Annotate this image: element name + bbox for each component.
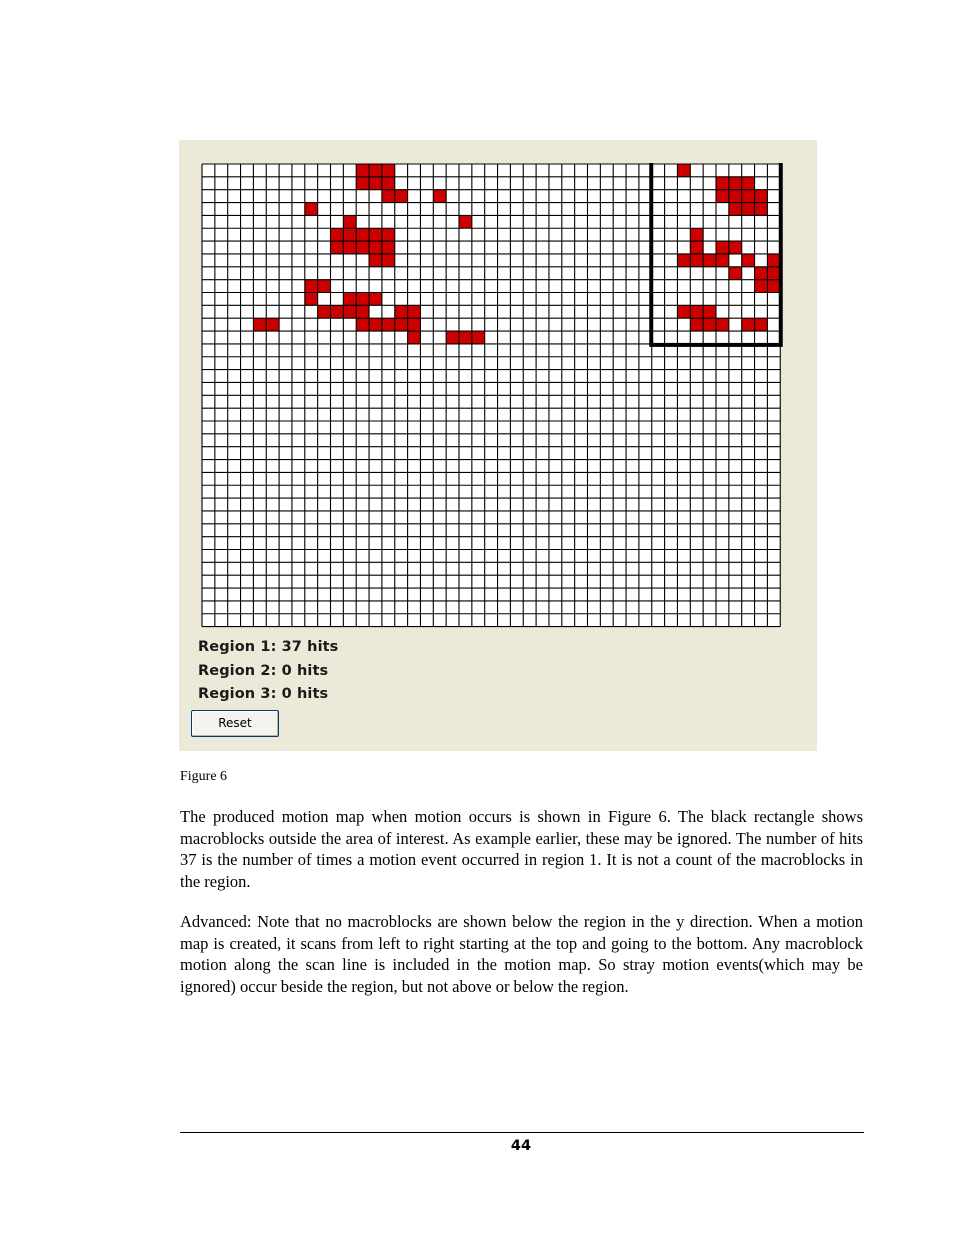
motion-cell [742, 254, 755, 267]
motion-cell [716, 177, 729, 190]
reset-button[interactable]: Reset [191, 710, 279, 737]
motion-cell [382, 177, 395, 190]
motion-cell [690, 241, 703, 254]
motion-cell [755, 203, 768, 216]
motion-cell [395, 318, 408, 331]
motion-cell [369, 318, 382, 331]
motion-cell [690, 228, 703, 241]
motion-cell [382, 241, 395, 254]
body-paragraph-1: The produced motion map when motion occurs is shown in Figure 6. The black rectangle shows macroblocks outside the area of interest. As example earlier, these may be ignored. The number of hits 37 is the number of times a motion event occurred in region 1. It is not a count of the macroblocks in the region. [180, 807, 863, 892]
motion-cell [369, 293, 382, 306]
motion-cell [395, 305, 408, 318]
motion-cell [716, 190, 729, 203]
motion-cell [266, 318, 279, 331]
motion-cell [742, 177, 755, 190]
motion-cell [408, 318, 421, 331]
motion-cell [459, 215, 472, 228]
motion-cell [331, 305, 344, 318]
motion-cell [369, 254, 382, 267]
motion-cell [305, 203, 318, 216]
motion-cell [472, 331, 485, 344]
motion-cell [382, 318, 395, 331]
motion-cell [369, 164, 382, 177]
motion-cell [343, 241, 356, 254]
motion-cell [690, 254, 703, 267]
motion-cell [755, 318, 768, 331]
motion-cell [755, 280, 768, 293]
motion-cell [343, 305, 356, 318]
motion-cell [305, 280, 318, 293]
motion-cell [356, 305, 369, 318]
motion-cell [716, 241, 729, 254]
motion-cell [767, 267, 780, 280]
motion-cell [369, 177, 382, 190]
motion-cell [677, 305, 690, 318]
motion-cell [703, 254, 716, 267]
motion-cell [343, 215, 356, 228]
motion-cell [729, 177, 742, 190]
motion-cell [690, 305, 703, 318]
motion-cell [382, 164, 395, 177]
motion-cell [382, 190, 395, 203]
motion-cell [755, 267, 768, 280]
motion-cell [318, 280, 331, 293]
motion-cell [369, 228, 382, 241]
motion-cell [729, 241, 742, 254]
motion-cell [253, 318, 266, 331]
region-3-hits-label: Region 3: 0 hits [198, 686, 329, 702]
motion-cell [703, 318, 716, 331]
motion-cell [433, 190, 446, 203]
motion-cell [677, 254, 690, 267]
motion-cell [716, 318, 729, 331]
motion-cell [343, 293, 356, 306]
body-paragraph-2: Advanced: Note that no macroblocks are shown below the region in the y direction. When a motion map is created, it scans from left to right starting at the top and going to the bottom. Any macroblock motion along the scan line is included in the motion map. So stray motion events(which may be ignored) occur beside the region, but not above or below the region. [180, 912, 863, 997]
motion-cell [382, 254, 395, 267]
region-2-hits-label: Region 2: 0 hits [198, 663, 329, 679]
motion-cell [767, 254, 780, 267]
motion-cell [318, 305, 331, 318]
motion-cell [408, 331, 421, 344]
motion-cell [716, 254, 729, 267]
motion-cell [408, 305, 421, 318]
motion-cell [703, 305, 716, 318]
motion-cell [356, 241, 369, 254]
motion-cell [356, 318, 369, 331]
motion-cell [343, 228, 356, 241]
page-number: 44 [510, 1138, 532, 1154]
motion-cell [677, 164, 690, 177]
motion-cell [356, 228, 369, 241]
motion-cell [356, 177, 369, 190]
motion-cell [729, 267, 742, 280]
motion-cell [382, 228, 395, 241]
footer-rule [180, 1132, 864, 1133]
motion-cell [305, 293, 318, 306]
motion-cell [690, 318, 703, 331]
motion-cell [767, 280, 780, 293]
motion-cell [356, 164, 369, 177]
region-1-hits-label: Region 1: 37 hits [198, 639, 339, 655]
motion-map-panel [179, 140, 817, 751]
motion-cell [729, 190, 742, 203]
figure-caption: Figure 6 [180, 769, 228, 784]
motion-cell [369, 241, 382, 254]
motion-map-grid [201, 163, 817, 629]
motion-cell [446, 331, 459, 344]
motion-cell [459, 331, 472, 344]
motion-cell [742, 203, 755, 216]
motion-cell [331, 241, 344, 254]
motion-cell [755, 190, 768, 203]
motion-cell [331, 228, 344, 241]
motion-cell [356, 293, 369, 306]
motion-cell [742, 190, 755, 203]
motion-cell [729, 203, 742, 216]
motion-cell [395, 190, 408, 203]
motion-cell [742, 318, 755, 331]
